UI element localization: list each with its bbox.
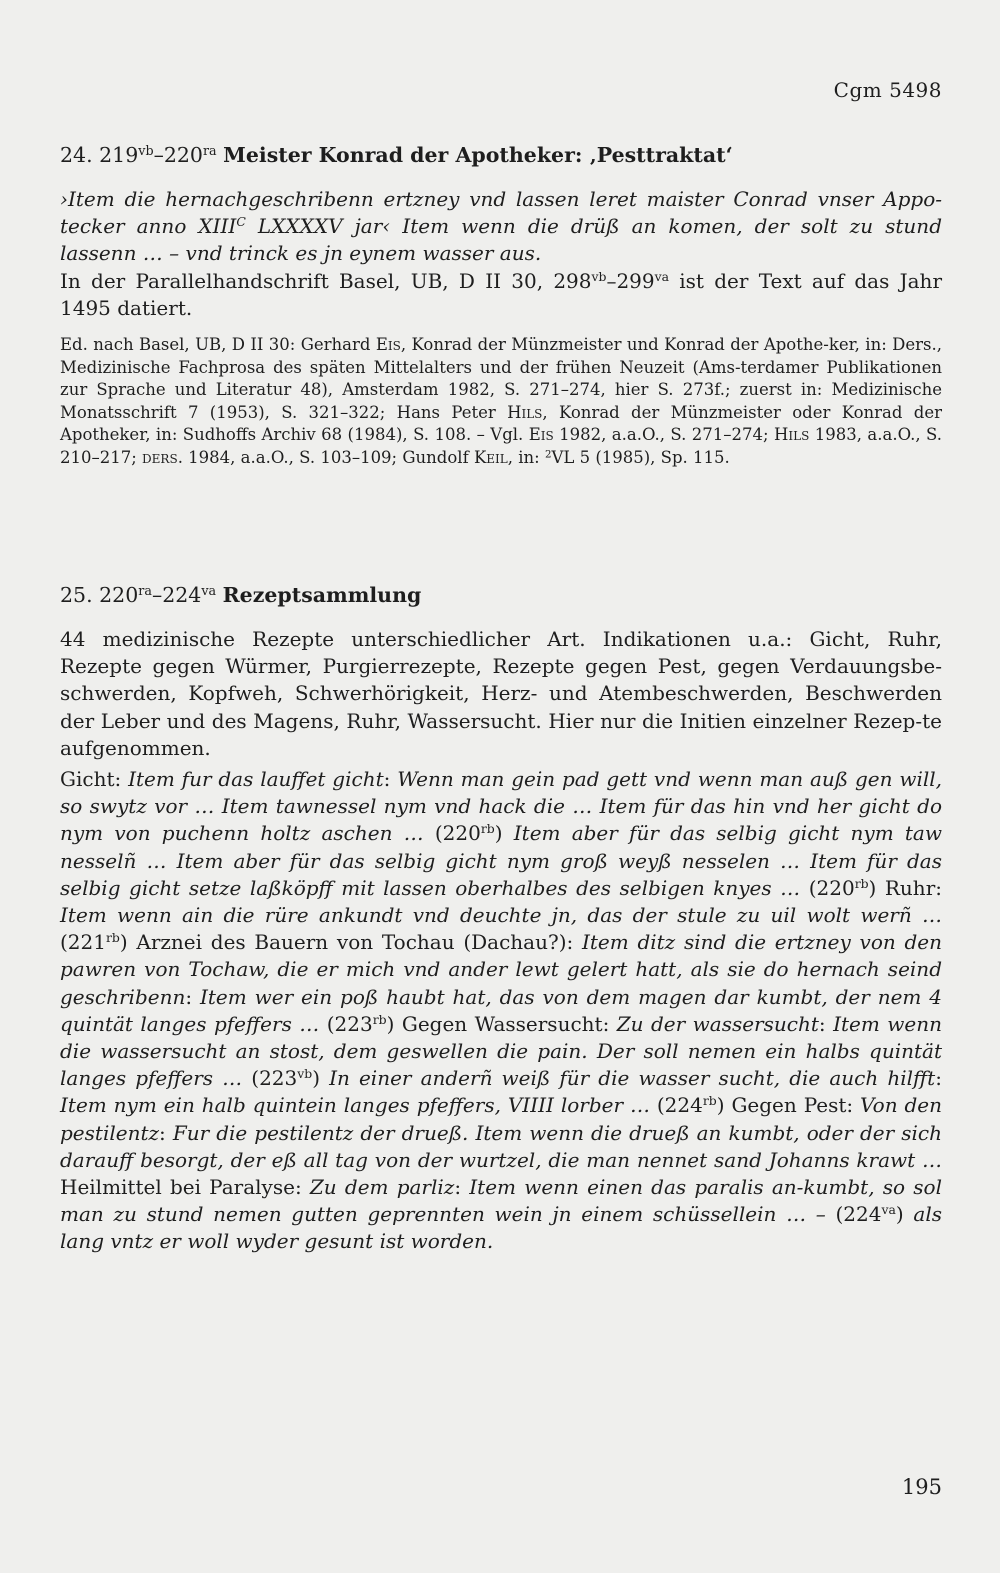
folio-range: $219^{vb}-220^{ra}$	[99, 143, 217, 167]
entry-25-heading	[60, 580, 942, 610]
folio-range: $220^{ra}-224^{va}$	[99, 583, 217, 607]
incipit: ›Item die hernachgeschribenn ertzney vnd lassen leret maister Conrad vnser Appo-tecker anno $XIII^C$ LXXXXV jar‹ Item wenn die drüß an komen, der solt zu stund lassenn … – vnd trinck es jn eynem wasser aus.	[60, 187, 942, 266]
catalogue-page	[60, 70, 942, 1550]
literature-references: Ed. nach Basel, UB, D II 30: Gerhard Eis, Konrad der Münzmeister und Konrad der Apothe-ker, in: Ders., Medizinische Fachprosa des späten Mittelalters und der frühen Neuzeit (Ams-terdamer Publikationen zur Sprache und Literatur 48), Amsterdam 1982, S. 271–274, hier S. 273f.; zuerst in: Medizinische Monatsschrift 7 (1953), S. 321–322; Hans Peter Hils, Konrad der Münzmeister oder Konrad der Apotheker, in: Sudhoffs Archiv 68 (1984), S. 108. – Vgl. Eis 1982, a.a.O., S. 271–274; Hils 1983, a.a.O., S. 210–217; ders. 1984, a.a.O., S. 103–109; Gundolf Keil, in: $^2$VL 5 (1985), Sp. 115.	[60, 335, 943, 467]
entry-number: 24.	[60, 143, 93, 167]
entry-24	[60, 140, 942, 470]
parallel-manuscript-note: In der Parallelhandschrift Basel, UB, D II 30, $298^{vb}-299^{va}$ ist der Text auf das Jahr 1495 datiert.	[60, 268, 943, 320]
entry-24-heading	[60, 140, 942, 170]
entry-25	[60, 580, 942, 1256]
entry-title: Meister Konrad der Apotheker: ‚Pesttraktat‘	[223, 143, 733, 167]
running-header: Cgm 5498	[833, 78, 942, 102]
collection-description: 44 medizinische Rezepte unterschiedlicher Art. Indikationen u.a.: Gicht, Ruhr, Rezepte gegen Würmer, Purgierrezepte, Rezepte gegen Pest, gegen Verdauungsbe-schwerden, Kopfweh, Schwerhörigkeit, Herz- und Atembeschwerden, Beschwerden der Leber und des Magens, Ruhr, Wassersucht. Hier nur die Initien einzelner Rezep-te aufgenommen.	[60, 627, 942, 760]
recipe-initia: Gicht: Item fur das lauffet gicht: Wenn man gein pad gett vnd wenn man auß gen will, so swytz vor … Item tawnessel nym vnd hack die … Item für das hin vnd her gicht do nym von puchenn holtz aschen … $(220^{rb})$ Item aber für das selbig gicht nym taw nesselñ … Item aber für das selbig gicht nym groß weyß nesselen … Item für das selbig gicht setze laßköpff mit lassen oberhalbes des selbigen knyes … $(220^{rb})$ Ruhr: Item wenn ain die rüre ankundt vnd deuchte jn, das der stule zu uil wolt werñ … $(221^{rb})$ Arznei des Bauern von Tochau (Dachau?): Item ditz sind die ertzney von den pawren von Tochaw, die er mich vnd ander lewt gelert hatt, als sie do hernach seind geschribenn: Item wer ein poß haubt hat, das von dem magen dar kumbt, der nem 4 quintät langes pfeffers … $(223^{rb})$ Gegen Wassersucht: Zu der wassersucht: Item wenn die wassersucht an stost, dem geswellen die pain. Der soll nemen ein halbs quintät langes pfeffers … $(223^{vb})$ In einer anderñ weiß für die wasser sucht, die auch hilfft: Item nym ein halb quintein langes pfeffers, VIIII lorber … $(224^{rb})$ Gegen Pest: Von den pestilentz: Fur die pestilentz der drueß. Item wenn die drueß an kumbt, oder der sich darauff besorgt, der eß all tag von der wurtzel, die man nennet sand Johanns krawt … Heilmittel bei Paralyse: Zu dem parliz: Item wenn einen das paralis an-kumbt, so sol man zu stund nemen gutten geprennten wein jn einem schüssellein … – $(224^{va})$ als lang vntz er woll wyder gesunt ist worden.	[60, 767, 943, 1254]
entry-title: Rezeptsammlung	[222, 583, 422, 607]
entry-number: 25.	[60, 583, 93, 607]
page-number: 195	[901, 1475, 942, 1499]
